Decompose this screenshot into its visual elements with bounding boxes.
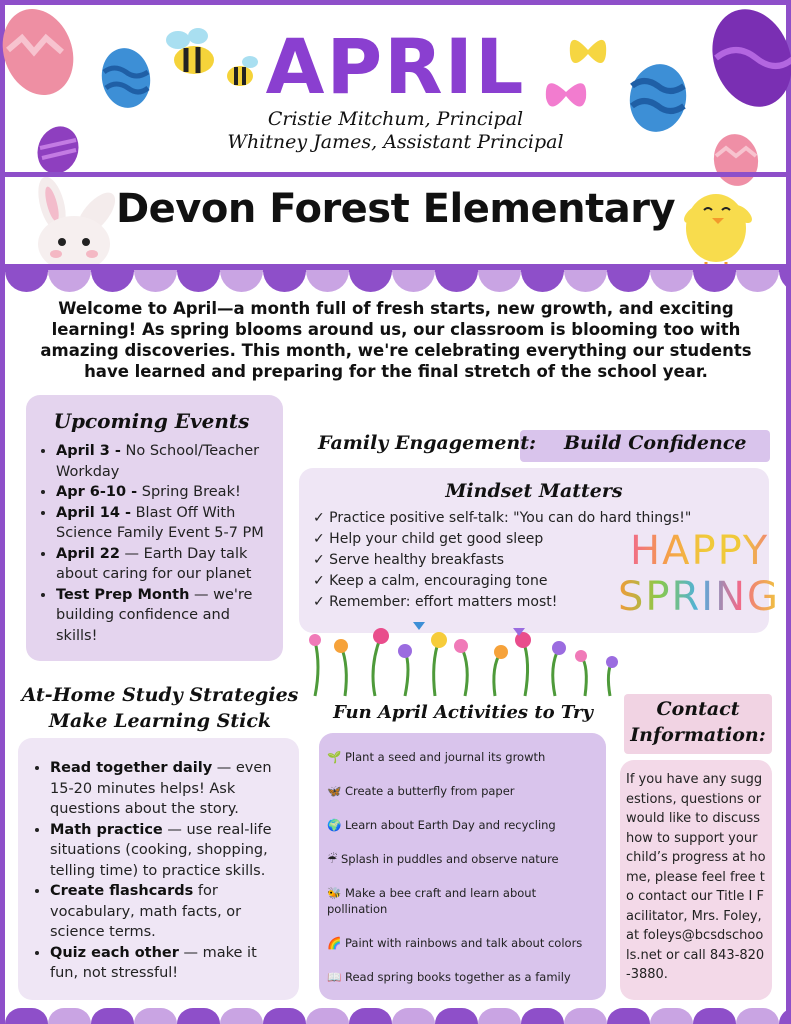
events-title: Upcoming Events — [53, 409, 250, 433]
study-strategies-box — [18, 738, 299, 1000]
list-item: • April 3 - No School/Teacher Workday — [56, 441, 273, 482]
bottom-scallop-border — [5, 1008, 786, 1024]
list-item: ✓ Practice positive self-talk: "You can do hard things!" — [313, 510, 692, 526]
list-item: • Quiz each other — make it fun, not stressful! — [50, 943, 289, 984]
list-item: 🐝 Make a bee craft and learn about pollination — [327, 886, 537, 916]
list-item: • Apr 6-10 - Spring Break! — [56, 482, 273, 503]
mindset-title: Mindset Matters — [445, 480, 623, 502]
activities-title: Fun April Activities to Try — [333, 702, 593, 723]
list-item: ✓ Serve healthy breakfasts — [313, 552, 505, 568]
scallop-border — [5, 270, 786, 292]
list-item: 🦋 Create a butterfly from paper — [327, 784, 515, 798]
happy-text: HAPPY — [630, 528, 780, 574]
list-item: • Create flashcards for vocabulary, math facts, or science terms. — [50, 881, 289, 943]
intro-paragraph: Welcome to April—a month full of fresh starts, new growth, and exciting learning! As spring blooms around us, our classroom is blooming too with amazing discoveries. This month, we're celebrating everything our students have learned and preparing for the final stretch of the school year. — [40, 299, 752, 381]
list-item: • Read together daily — even 15-20 minutes helps! Ask questions about the story. — [50, 758, 289, 820]
list-item: ✓ Help your child get good sleep — [313, 531, 544, 547]
list-item: • April 14 - Blast Off With Science Family Event 5-7 PM — [56, 503, 273, 544]
family-engagement-theme: Build Confidence — [564, 432, 747, 454]
list-item: 📖 Read spring books together as a family — [327, 970, 571, 984]
study-title-line1: At-Home Study Strategies — [21, 684, 299, 706]
contact-title-line1: Contact — [656, 698, 740, 720]
happy-spring-graphic — [618, 528, 781, 620]
activities-list — [327, 749, 598, 985]
study-title-line2: Make Learning Stick — [48, 710, 272, 732]
upcoming-events-box — [26, 395, 283, 661]
contact-box — [620, 760, 772, 1000]
contact-text: If you have any suggestions, questions or would like to discuss how to support your child’s progress at home, please feel free to contact our Title I Facilitator, Mrs. Foley, at foleys@bcsdschools.net or call 843-820-3880. — [626, 772, 766, 982]
list-item: • Math practice — use real-life situations (cooking, shopping, telling time) to practice skills. — [50, 820, 289, 882]
activities-box — [319, 733, 606, 1000]
divider — [5, 172, 786, 177]
list-item: ☔ Splash in puddles and observe nature — [327, 852, 559, 866]
flowers-illustration — [305, 618, 625, 698]
list-item: 🌈 Paint with rainbows and talk about colors — [327, 936, 583, 950]
study-list — [24, 758, 289, 984]
school-name: Devon Forest Elementary — [115, 186, 676, 232]
list-item: 🌍 Learn about Earth Day and recycling — [327, 818, 556, 832]
family-engagement-label: Family Engagement: — [318, 432, 537, 454]
list-item: ✓ Keep a calm, encouraging tone — [313, 573, 548, 589]
month-title: APRIL — [265, 22, 526, 111]
events-list — [30, 441, 273, 646]
assistant-principal-name: Whitney James, Assistant Principal — [227, 131, 564, 153]
principal-name: Cristie Mitchum, Principal — [267, 108, 524, 130]
contact-title-line2: Information: — [630, 724, 766, 746]
list-item: 🌱 Plant a seed and journal its growth — [327, 750, 546, 764]
list-item: • April 22 — Earth Day talk about caring for our planet — [56, 544, 273, 585]
list-item: ✓ Remember: effort matters most! — [313, 594, 558, 610]
list-item: • Test Prep Month — we're building confidence and skills! — [56, 585, 273, 647]
spring-text: SPRING — [618, 574, 781, 620]
